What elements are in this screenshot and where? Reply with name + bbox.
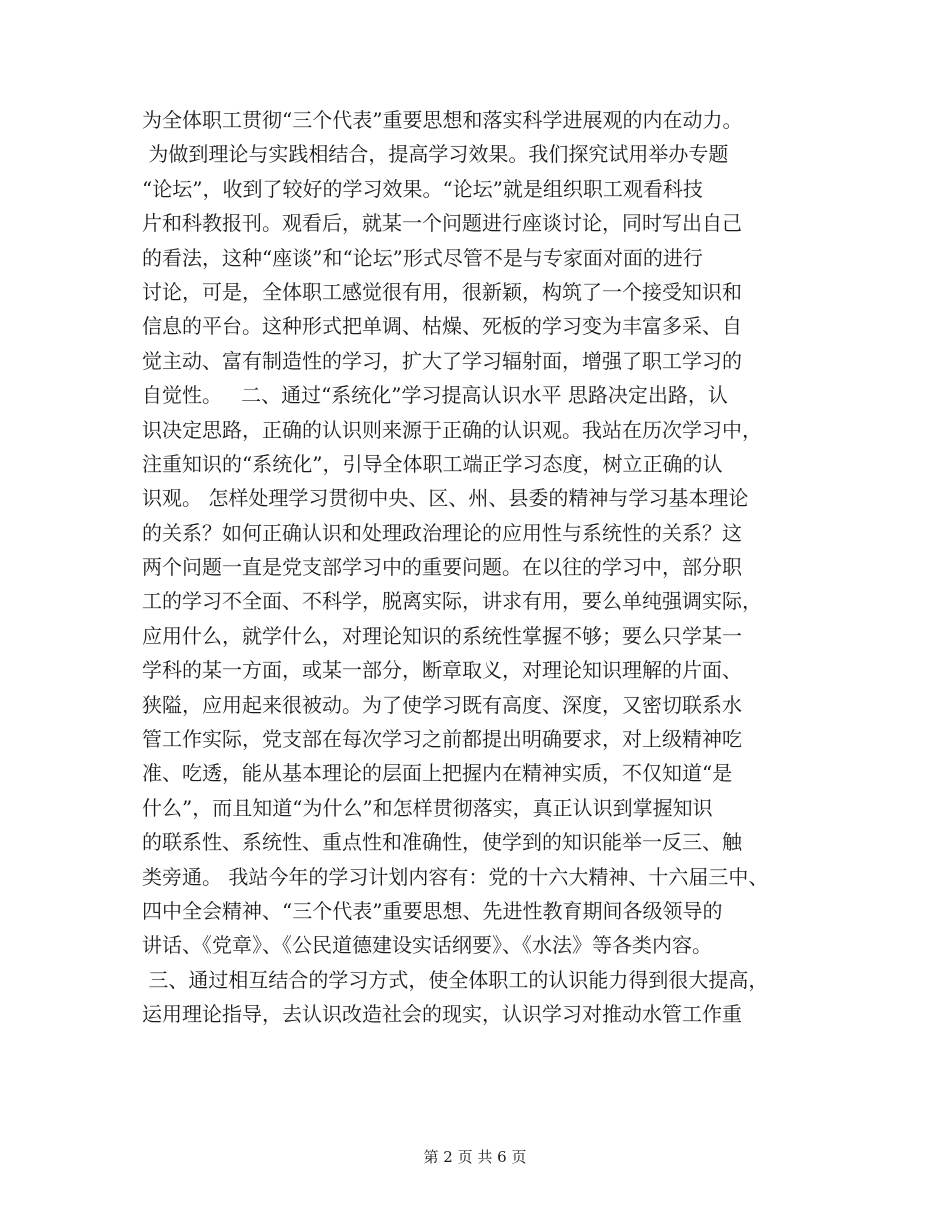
text-line: 两个问题一直是党支部学习中的重要问题。在以往的学习中，部分职 (142, 555, 742, 580)
text-line: 学科的某一方面，或某一部分，断章取义，对理论知识理解的片面、 (142, 658, 742, 683)
text-line: 狭隘，应用起来很被动。为了使学习既有高度、深度，又密切联系水 (142, 692, 742, 717)
text-line: 四中全会精神、“三个代表”重要思想、先进性教育期间各级领导的 (142, 898, 723, 923)
text-line: 为做到理论与实践相结合，提高学习效果。我们探究试用举办专题 (142, 142, 729, 167)
text-line: 信息的平台。这种形式把单调、枯燥、死板的学习变为丰富多采、自 (142, 314, 742, 339)
text-line: 工的学习不全面、不科学，脱离实际，讲求有用，要么单纯强调实际， (142, 589, 762, 614)
text-line: “论坛”，收到了较好的学习效果。“论坛”就是组织职工观看科技 (142, 176, 703, 201)
text-line: 觉主动、富有制造性的学习，扩大了学习辐射面，增强了职工学习的 (142, 348, 742, 373)
text-line: 为全体职工贯彻“三个代表”重要思想和落实科学进展观的内在动力。 (142, 108, 743, 132)
text-line: 三、通过相互结合的学习方式，使全体职工的认识能力得到很大提高， (142, 967, 769, 992)
text-line: 管工作实际，党支部在每次学习之前都提出明确要求，对上级精神吃 (142, 727, 742, 752)
text-line: 注重知识的“系统化”，引导全体职工端正学习态度，树立正确的认 (142, 451, 723, 476)
text-line: 讨论，可是，全体职工感觉很有用，很新颖，构筑了一个接受知识和 (142, 279, 742, 304)
text-line: 应用什么，就学什么，对理论知识的系统性掌握不够；要么只学某一 (142, 623, 742, 648)
text-line: 讲话、《党章》、《公民道德建设实话纲要》、《水法》等各类内容。 (142, 933, 712, 958)
text-line: 识观。 怎样处理学习贯彻中央、区、州、县委的精神与学习基本理论 (142, 486, 749, 511)
page-number-footer: 第 2 页 共 6 页 (423, 1148, 527, 1166)
text-line: 自觉性。 二、通过“系统化”学习提高认识水平 思路决定出路，认 (142, 383, 728, 408)
text-line: 识决定思路，正确的认识则来源于正确的认识观。我站在历次学习中， (142, 417, 762, 442)
body-text (142, 103, 822, 1032)
text-line: 运用理论指导，去认识改造社会的现实，认识学习对推动水管工作重 (142, 1002, 742, 1027)
text-line: 什么”，而且知道“为什么”和怎样贯彻落实，真正认识到掌握知识 (142, 795, 713, 820)
text-line: 的看法，这种“座谈”和“论坛”形式尽管不是与专家面对面的进行 (142, 245, 703, 270)
text-line: 片和科教报刊。观看后，就某一个问题进行座谈讨论，同时写出自己 (142, 211, 742, 236)
text-line: 类旁通。 我站今年的学习计划内容有：党的十六大精神、十六届三中、 (142, 864, 769, 889)
text-line: 的联系性、系统性、重点性和准确性，使学到的知识能举一反三、触 (142, 830, 742, 855)
text-line: 的关系？如何正确认识和处理政治理论的应用性与系统性的关系？这 (142, 520, 742, 545)
text-line: 准、吃透，能从基本理论的层面上把握内在精神实质，不仅知道“是 (142, 761, 733, 786)
